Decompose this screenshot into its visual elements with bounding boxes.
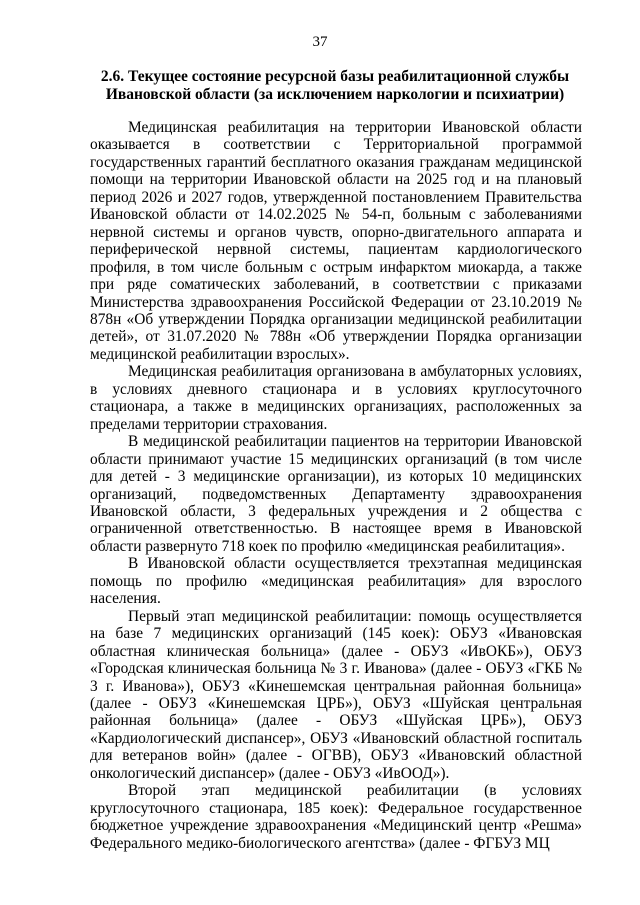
paragraph-2: Медицинская реабилитация организована в амбулаторных условиях, в условиях дневного стационара и в условиях круглосуточного стационара, а также в медицинских организациях, расположенных за пределами территории страхования.	[90, 363, 582, 433]
paragraph-5: Первый этап медицинской реабилитации: помощь осуществляется на базе 7 медицинских организаций (145 коек): ОБУЗ «Ивановская областная клиническая больница» (далее - ОБУЗ «ИвОКБ»), ОБУЗ «Городская клиническая больница № 3 г. Иванова» (далее - ОБУЗ «ГКБ № 3 г. Иванова»), ОБУЗ «Кинешемская центральная районная больница» (далее - ОБУЗ «Кинешемская ЦРБ»), ОБУЗ «Шуйская центральная районная больница» (далее - ОБУЗ «Шуйская ЦРБ»), ОБУЗ «Кардиологический диспансер», ОБУЗ «Ивановский областной госпиталь для ветеранов войн» (далее - ОГВВ), ОБУЗ «Ивановский областной онкологический диспансер» (далее - ОБУЗ «ИвООД»).	[90, 607, 582, 782]
document-body	[90, 119, 582, 852]
paragraph-3: В медицинской реабилитации пациентов на территории Ивановской области принимают участие 15 медицинских организаций (в том числе для детей - 3 медицинские организации), из которых 10 медицинских организаций, подведомственных Департаменту здравоохранения Ивановской области, 3 федеральных учреждения и 2 общества с ограниченной ответственностью. В настоящее время в Ивановской области развернуто 718 коек по профилю «медицинская реабилитация».	[90, 433, 582, 555]
paragraph-6: Второй этап медицинской реабилитации (в условиях круглосуточного стационара, 185 коек): Федеральное государственное бюджетное учреждение здравоохранения «Медицинский центр «Решма» Федерального медико-биологического агентства» (далее - ФГБУЗ МЦ	[90, 782, 582, 852]
paragraph-1: Медицинская реабилитация на территории Ивановской области оказывается в соответствии с Территориальной программой государственных гарантий бесплатного оказания гражданам медицинской помощи на территории Ивановской области на 2025 год и на плановый период 2026 и 2027 годов, утвержденной постановлением Правительства Ивановской области от 14.02.2025 № 54-п, больным с заболеваниями нервной системы и органов чувств, опорно-двигательного аппарата и периферической нервной системы, пациентам кардиологического профиля, в том числе больным с острым инфарктом миокарда, а также при ряде соматических заболеваний, в соответствии с приказами Министерства здравоохранения Российской Федерации от 23.10.2019 № 878н «Об утверждении Порядка организации медицинской реабилитации детей», от 31.07.2020 № 788н «Об утверждении Порядка организации медицинской реабилитации взрослых».	[90, 119, 582, 363]
page-number: 37	[312, 34, 328, 50]
paragraph-4: В Ивановской области осуществляется трехэтапная медицинская помощь по профилю «медицинская реабилитация» для взрослого населения.	[90, 555, 582, 608]
section-heading: 2.6. Текущее состояние ресурсной базы реабилитационной службы Ивановской области (за исключением наркологии и психиатрии)	[100, 68, 570, 103]
